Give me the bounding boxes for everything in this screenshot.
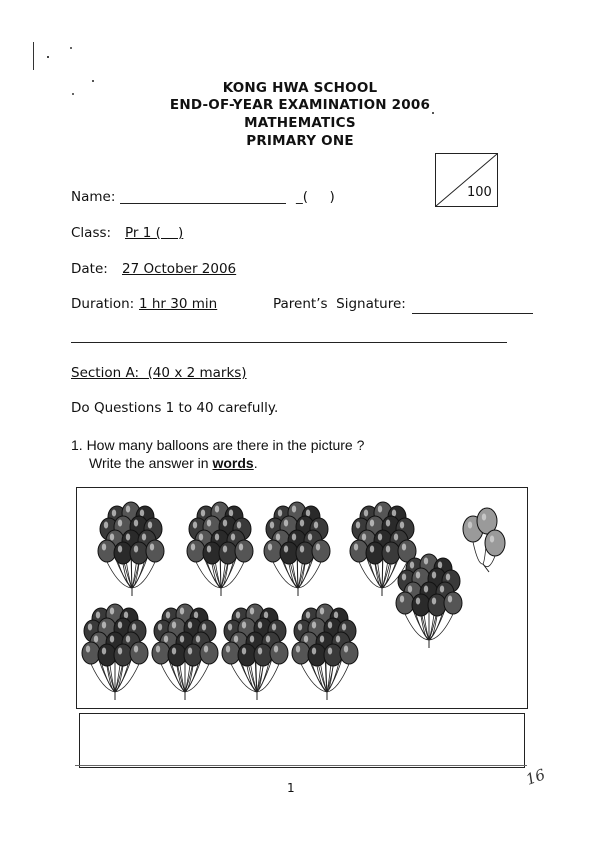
- balloon-highlight: [386, 520, 390, 527]
- signature-label: Parent’s Signature:: [273, 296, 406, 312]
- balloon: [82, 642, 100, 664]
- balloon-bunch: [396, 554, 462, 648]
- balloon-highlight: [207, 520, 211, 527]
- balloon-highlight: [274, 646, 278, 653]
- balloon: [296, 542, 314, 564]
- date-value: 27 October 2006: [122, 261, 237, 277]
- balloon-highlight: [204, 646, 208, 653]
- date-label: Date:: [71, 261, 108, 277]
- balloon: [98, 644, 116, 666]
- balloon-highlight: [284, 520, 288, 527]
- answer-box[interactable]: [79, 713, 525, 768]
- balloon-highlight: [304, 636, 308, 643]
- balloon-highlight: [110, 534, 114, 541]
- instruction-prefix: Write the answer in: [89, 455, 213, 471]
- balloon-highlight: [400, 596, 404, 603]
- balloon-highlight: [102, 648, 106, 655]
- balloon: [485, 530, 505, 556]
- balloon-highlight: [320, 636, 324, 643]
- balloon-highlight: [258, 622, 262, 629]
- balloon-highlight: [239, 544, 243, 551]
- balloon-highlight: [148, 522, 152, 529]
- balloon-highlight: [448, 596, 452, 603]
- balloon-highlight: [231, 534, 235, 541]
- balloon-highlight: [158, 624, 162, 631]
- name-line[interactable]: [120, 203, 286, 204]
- balloon-highlight: [292, 506, 296, 513]
- balloon: [412, 594, 430, 616]
- balloon-highlight: [194, 612, 198, 619]
- balloon-highlight: [354, 544, 358, 551]
- school-name: KONG HWA SCHOOL: [222, 80, 378, 96]
- balloon-highlight: [482, 514, 486, 521]
- balloon-highlight: [223, 546, 227, 553]
- balloon-bunch: [463, 508, 505, 572]
- balloon-highlight: [102, 544, 106, 551]
- balloon-highlight: [316, 544, 320, 551]
- balloon: [382, 542, 400, 564]
- class-label: Class:: [71, 225, 112, 241]
- scan-dot: [70, 47, 72, 49]
- balloon-highlight: [207, 546, 211, 553]
- balloon-bunch: [264, 502, 330, 596]
- balloon: [222, 642, 240, 664]
- balloon-highlight: [432, 572, 436, 579]
- balloon-highlight: [164, 636, 168, 643]
- balloon-highlight: [300, 520, 304, 527]
- balloon: [340, 642, 358, 664]
- balloon: [146, 540, 164, 562]
- balloon-highlight: [132, 624, 136, 631]
- balloon-highlight: [410, 562, 414, 569]
- balloon: [98, 540, 116, 562]
- balloon-highlight: [236, 612, 240, 619]
- balloon-bunch: [187, 502, 253, 596]
- balloon: [312, 540, 330, 562]
- balloon-highlight: [386, 546, 390, 553]
- balloon-highlight: [284, 546, 288, 553]
- balloon: [238, 644, 256, 666]
- balloon-highlight: [191, 544, 195, 551]
- balloon-highlight: [215, 506, 219, 513]
- balloon-highlight: [392, 510, 396, 517]
- balloon: [203, 542, 221, 564]
- balloon-highlight: [250, 608, 254, 615]
- balloon: [270, 642, 288, 664]
- balloon-highlight: [250, 636, 254, 643]
- balloon-highlight: [237, 522, 241, 529]
- balloon-highlight: [188, 648, 192, 655]
- balloon: [264, 540, 282, 562]
- balloon-highlight: [242, 622, 246, 629]
- balloon-highlight: [264, 612, 268, 619]
- balloon-highlight: [308, 534, 312, 541]
- balloon-highlight: [228, 624, 232, 631]
- balloon-highlight: [118, 546, 122, 553]
- balloon-highlight: [118, 622, 122, 629]
- balloon-highlight: [94, 636, 98, 643]
- balloon-highlight: [199, 534, 203, 541]
- balloon-highlight: [180, 636, 184, 643]
- signature-line[interactable]: [412, 313, 533, 314]
- balloon: [187, 540, 205, 562]
- instruction-suffix: .: [253, 455, 258, 471]
- balloon-picture-box: [76, 487, 528, 709]
- balloon: [396, 592, 414, 614]
- balloon-highlight: [134, 546, 138, 553]
- balloon-highlight: [298, 624, 302, 631]
- balloon-highlight: [438, 562, 442, 569]
- section-title: Section A: (40 x 2 marks): [71, 365, 247, 381]
- balloon-highlight: [226, 646, 230, 653]
- duration-label: Duration:: [71, 296, 135, 312]
- balloon-highlight: [364, 510, 368, 517]
- balloon-highlight: [468, 522, 472, 529]
- balloon: [280, 542, 298, 564]
- balloon: [254, 644, 272, 666]
- balloon-highlight: [110, 636, 114, 643]
- balloon-highlight: [362, 534, 366, 541]
- balloon-highlight: [292, 534, 296, 541]
- balloon-highlight: [424, 558, 428, 565]
- balloon-highlight: [118, 520, 122, 527]
- separator-line: [71, 342, 507, 343]
- balloon: [444, 592, 462, 614]
- balloon-highlight: [201, 510, 205, 517]
- balloon-highlight: [432, 598, 436, 605]
- question-1-text: 1. How many balloons are there in the picture ?: [71, 437, 365, 453]
- balloon: [152, 642, 170, 664]
- balloon-string: [473, 542, 483, 564]
- balloon-highlight: [229, 510, 233, 517]
- balloon-highlight: [424, 586, 428, 593]
- balloon: [428, 594, 446, 616]
- balloon-bunch: [98, 502, 164, 596]
- balloon-highlight: [336, 636, 340, 643]
- balloon: [324, 644, 342, 666]
- balloon-highlight: [234, 636, 238, 643]
- balloon-highlight: [328, 648, 332, 655]
- class-value: Pr 1 ( ): [125, 225, 184, 241]
- balloon: [130, 642, 148, 664]
- subject-title: MATHEMATICS: [244, 115, 356, 131]
- balloon-highlight: [272, 624, 276, 631]
- instruction-emphasis: words: [212, 455, 254, 471]
- balloon-highlight: [126, 534, 130, 541]
- balloon: [219, 542, 237, 564]
- question-1-instruction: [89, 455, 258, 471]
- balloon-highlight: [370, 546, 374, 553]
- balloon: [308, 644, 326, 666]
- balloon-highlight: [142, 534, 146, 541]
- balloon-highlight: [402, 544, 406, 551]
- balloon-picture: [77, 488, 527, 708]
- balloon-highlight: [156, 646, 160, 653]
- balloon-highlight: [150, 544, 154, 551]
- balloon-highlight: [196, 636, 200, 643]
- balloon-highlight: [378, 534, 382, 541]
- balloon: [292, 642, 310, 664]
- balloon-highlight: [300, 546, 304, 553]
- balloon: [130, 542, 148, 564]
- answer-box-underline: [75, 765, 527, 766]
- score-box: [435, 153, 498, 207]
- balloon-highlight: [416, 572, 420, 579]
- balloon-highlight: [126, 506, 130, 513]
- section-instruction: Do Questions 1 to 40 carefully.: [71, 400, 279, 416]
- balloon: [184, 644, 202, 666]
- balloon: [114, 542, 132, 564]
- balloon-highlight: [416, 598, 420, 605]
- balloon: [168, 644, 186, 666]
- balloon-highlight: [314, 522, 318, 529]
- balloon-tie: [483, 564, 489, 572]
- balloon-highlight: [193, 522, 197, 529]
- balloon-highlight: [104, 522, 108, 529]
- balloon: [114, 644, 132, 666]
- balloon-highlight: [268, 544, 272, 551]
- balloon-highlight: [124, 612, 128, 619]
- balloon-highlight: [242, 648, 246, 655]
- scan-dot: [47, 56, 49, 58]
- balloon-highlight: [356, 522, 360, 529]
- balloon-highlight: [172, 648, 176, 655]
- balloon-highlight: [172, 622, 176, 629]
- name-label: Name:: [71, 189, 116, 205]
- balloon-bunch: [82, 604, 148, 700]
- scan-mark: [33, 42, 34, 70]
- balloon-highlight: [446, 574, 450, 581]
- exam-title: END-OF-YEAR EXAMINATION 2006: [169, 97, 431, 113]
- balloon-highlight: [306, 510, 310, 517]
- balloon: [350, 540, 368, 562]
- balloon-highlight: [440, 586, 444, 593]
- balloon-highlight: [202, 624, 206, 631]
- balloon-highlight: [342, 624, 346, 631]
- balloon-highlight: [408, 586, 412, 593]
- balloon-highlight: [118, 648, 122, 655]
- page-number: 1: [287, 781, 295, 795]
- balloon-highlight: [344, 646, 348, 653]
- balloon: [200, 642, 218, 664]
- balloon-bunch: [292, 604, 358, 700]
- balloon-highlight: [88, 624, 92, 631]
- balloon-highlight: [276, 534, 280, 541]
- balloon-highlight: [312, 622, 316, 629]
- balloon-highlight: [270, 522, 274, 529]
- balloon-highlight: [140, 510, 144, 517]
- balloon: [235, 540, 253, 562]
- balloon: [366, 542, 384, 564]
- balloon-highlight: [134, 520, 138, 527]
- balloon-highlight: [102, 622, 106, 629]
- balloon-highlight: [223, 520, 227, 527]
- balloon-highlight: [166, 612, 170, 619]
- balloon-highlight: [278, 510, 282, 517]
- balloon-highlight: [266, 636, 270, 643]
- balloon-highlight: [215, 534, 219, 541]
- balloon-highlight: [188, 622, 192, 629]
- balloon-highlight: [378, 506, 382, 513]
- level-title: PRIMARY ONE: [246, 133, 354, 149]
- balloon-highlight: [394, 534, 398, 541]
- duration-value: 1 hr 30 min: [139, 296, 218, 312]
- balloon-highlight: [180, 608, 184, 615]
- balloon-highlight: [112, 510, 116, 517]
- balloon-highlight: [110, 608, 114, 615]
- balloon-highlight: [370, 520, 374, 527]
- balloon-highlight: [402, 574, 406, 581]
- balloon-highlight: [86, 646, 90, 653]
- balloon-highlight: [334, 612, 338, 619]
- balloon-bunch: [222, 604, 288, 700]
- balloon-highlight: [96, 612, 100, 619]
- balloon-highlight: [490, 536, 494, 543]
- balloon-highlight: [312, 648, 316, 655]
- balloon-highlight: [320, 608, 324, 615]
- balloon-highlight: [306, 612, 310, 619]
- balloon-bunch: [152, 604, 218, 700]
- score-total: 100: [467, 185, 492, 200]
- register-number-bracket: _( ): [296, 189, 335, 205]
- balloon-highlight: [328, 622, 332, 629]
- balloon-highlight: [126, 636, 130, 643]
- balloon-highlight: [296, 646, 300, 653]
- balloon-highlight: [258, 648, 262, 655]
- margin-mark: 16: [523, 765, 548, 789]
- balloon-highlight: [134, 646, 138, 653]
- balloon-highlight: [400, 522, 404, 529]
